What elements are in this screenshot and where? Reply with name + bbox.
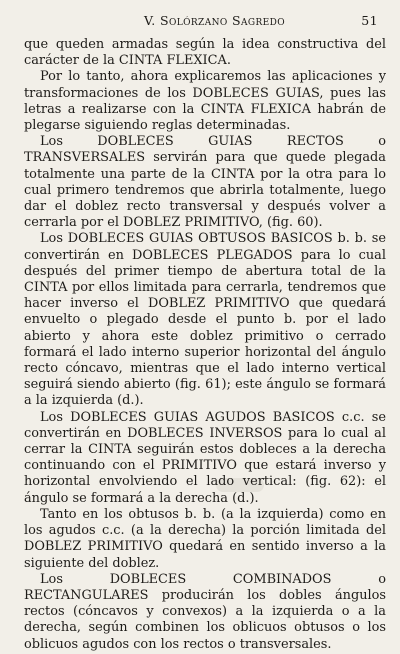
paragraph-6: Tanto en los obtusos b. b. (a la izquierda) como en los agudos c.c. (a la derecha) la porción limitada del DOBLEZ PRIMITIVO quedará en sentido inverso a la siguiente del doblez. [24,506,386,571]
paragraph-3: Los DOBLECES GUIAS RECTOS o TRANSVERSALES servirán para que quede plegada totalmente una parte de la CINTA por la otra para lo cual primero tendremos que abrirla totalmente, luego dar el doblez recto transversal y después volver a cerrarla por el DOBLEZ PRIMITIVO, (fig. 60). [24,134,386,231]
page-header [0,13,400,29]
paragraph-2: Por lo tanto, ahora explicaremos las aplicaciones y transformaciones de los DOBLECES GUIAS, pues las letras a realizarse con la CINTA FLEXICA habrán de plegarse siguiendo reglas determinadas. [24,69,386,134]
paragraph-1: que queden armadas según la idea constructiva del carácter de la CINTA FLEXICA. [24,37,386,69]
page-number: 51 [361,13,378,28]
paragraph-5: Los DOBLECES GUIAS AGUDOS BASICOS c.c. se convertirán en DOBLECES INVERSOS para lo cual al cerrar la CINTA seguirán estos dobleces a la derecha continuando con el PRIMITIVO que estará inverso y horizontal envolviendo el lado vertical: (fig. 62): el ángulo se formará a la derecha (d.). [24,409,386,506]
running-head: V. Solórzano Sagredo [144,13,286,28]
paragraph-4: Los DOBLECES GUIAS OBTUSOS BASICOS b. b. se convertirán en DOBLECES PLEGADOS para lo cual después del primer tiempo de abertura total de la CINTA por ellos limitada para cerrarla, tendremos que hacer inverso el DOBLEZ PRIMITIVO que quedará envuelto o plegado desde el punto b. por el lado abierto y ahora este doblez primitivo o cerrado formará el lado interno superior horizontal del ángulo recto cóncavo, mientras que el lado interno vertical seguirá siendo abierto (fig. 61); este ángulo se formará a la izquierda (d.). [24,231,386,409]
paragraph-7: Los DOBLECES COMBINADOS o RECTANGULARES producirán los dobles ángulos rectos (cóncavos y convexos) a la izquierda o a la derecha, según combinen los oblicuos obtusos o los oblicuos agudos con los rectos o transversales. [24,571,386,652]
page-body [24,37,386,653]
